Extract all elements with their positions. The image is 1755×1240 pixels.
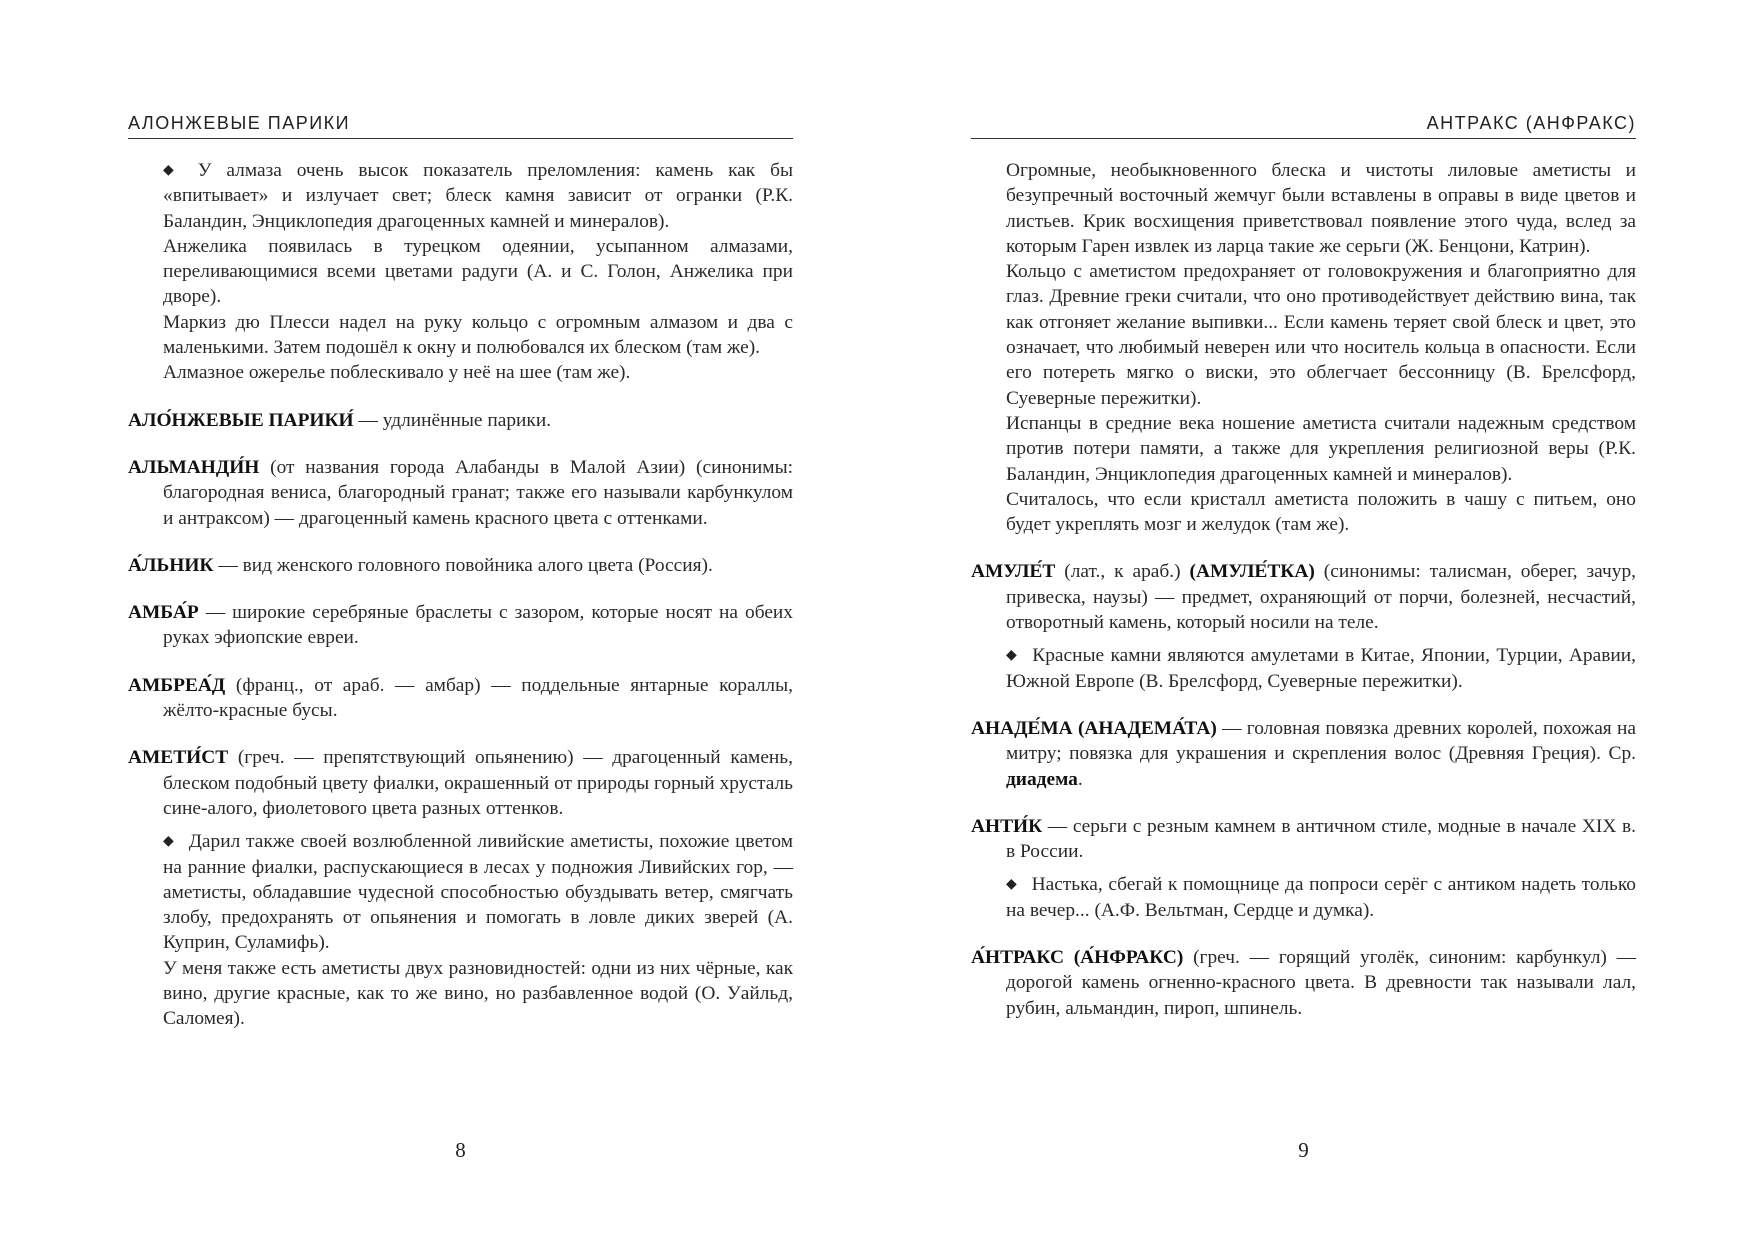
dictionary-entry: АМБА́Р — широкие серебряные браслеты с зазором, которые носят на обеих руках эфиопские евреи. [128, 602, 793, 649]
page-number: 9 [1298, 1138, 1309, 1162]
quote-paragraph: Кольцо с аметистом предохраняет от головокружения и благоприятно для глаз. Древние греки считали, что оно противодействует действию вина, так как отгоняет желание выпивки... Если камень теряет свой блеск и цвет, это означает, что любимый неверен или что носитель кольца в опасности. Если его потереть мягко о виски, это облегчает бессонницу (В. Брелсфорд, Суеверные пережитки). [1006, 261, 1636, 409]
entry-headword: А́ЛЬНИК [128, 554, 214, 576]
entry-headword: АНАДЕ́МА (АНАДЕМА́ТА) [971, 717, 1217, 739]
quote-paragraph: ◆ Настька, сбегай к помощнице да попроси серёг с антиком надеть только на вечер... (А.Ф. Вельтман, Сердце и думка). [1006, 874, 1636, 921]
quote-paragraph: Испанцы в средние века ношение аметиста считали надежным средством против потери памяти, а также для укрепления религиозной веры (Р.К. Баландин, Энциклопедия драгоценных камней и минералов). [1006, 412, 1636, 485]
diamond-bullet-icon: ◆ [1006, 648, 1019, 664]
entry-headword: АНТИ́К [971, 815, 1043, 837]
quote-paragraph: У меня также есть аметисты двух разновидностей: одни из них чёрные, как вино, другие красные, как то же вино, но разбавленное водой (О. Уайльд, Саломея). [163, 957, 793, 1030]
dictionary-entry: А́НТРАКС (А́НФРАКС) (греч. — горящий уголёк, синоним: карбункул) — дорогой камень огненно-красного цвета. В древности так называли лал, рубин, альмандин, пироп, шпинель. [971, 947, 1637, 1019]
page-number: 8 [455, 1138, 466, 1162]
left-page [128, 0, 793, 1240]
entry-headword: А́НТРАКС (А́НФРАКС) [971, 947, 1184, 969]
quote-paragraph: Маркиз дю Плесси надел на руку кольцо с огромным алмазом и два с маленькими. Затем подошёл к окну и полюбовался их блеском (там же). [163, 311, 793, 359]
right-running-head: АНТРАКС (АНФРАКС) [971, 110, 1636, 139]
entry-headword: АМУЛЕ́Т [971, 561, 1056, 583]
quote-paragraph: Считалось, что если кристалл аметиста положить в чашу с питьем, оно будет укреплять мозг и желудок (там же). [1006, 488, 1636, 536]
quote-paragraph: Анжелика появилась в турецком одеянии, усыпанном алмазами, переливающимися всеми цветами радуги (А. и С. Голон, Анжелика при дворе). [163, 235, 793, 308]
diamond-bullet-icon: ◆ [163, 163, 184, 178]
entry-headword: АМБА́Р [128, 602, 199, 624]
dictionary-entry: АМУЛЕ́Т (лат., к араб.) (АМУЛЕ́ТКА) (синонимы: талисман, оберег, зачур, привеска, наузы) — предмет, охраняющий от порчи, болезней, несчастий, отворотный камень, который носили на теле. [971, 561, 1636, 634]
left-running-head: АЛОНЖЕВЫЕ ПАРИКИ [128, 110, 793, 139]
dictionary-entry: АЛЬМАНДИ́Н (от названия города Алабанды в Малой Азии) (синонимы: благородная вениса, благородный гранат; также его называли карбункулом и антраксом) — драгоценный камень красного цвета с оттенками. [128, 456, 793, 529]
quote-paragraph: Огромные, необыкновенного блеска и чистоты лиловые аметисты и безупречный восточный жемчуг были вставлены в оправы в виде цветов и листьев. Крик восхищения приветствовал появление этого чуда, вслед за которым Гарен извлек из ларца такие же серьги (Ж. Бенцони, Катрин). [1006, 160, 1636, 257]
left-page-body [128, 158, 793, 1032]
diamond-bullet-icon: ◆ [163, 834, 175, 850]
entry-headword: АЛЬМАНДИ́Н [128, 456, 260, 478]
entry-headword: АМЕТИ́СТ [128, 747, 229, 769]
dictionary-entry: АНТИ́К — серьги с резным камнем в античном стиле, модные в начале XIX в. в России. [971, 815, 1636, 863]
quote-paragraph: ◆ Дарил также своей возлюбленной ливийские аметисты, похожие цветом на ранние фиалки, распускающиеся в лесах у подножия Ливийских гор, — аметисты, обладавшие чудесной способностью обуздывать ветер, смягчать злобу, предохранять от опьянения и помогать в ловле диких зверей (А. Куприн, Суламифь). [163, 831, 793, 954]
dictionary-entry: АМЕТИ́СТ (греч. — препятствующий опьянению) — драгоценный камень, блеском подобный цвету фиалки, окрашенный от природы горный хрусталь сине-алого, фиолетового цвета разных оттенков. [128, 747, 793, 819]
right-page-body [971, 158, 1636, 1021]
quote-paragraph: ◆ Красные камни являются амулетами в Китае, Японии, Турции, Аравии, Южной Европе (В. Брелсфорд, Суеверные пережитки). [1006, 645, 1636, 692]
right-page [971, 0, 1636, 1240]
entry-headword: АЛО́НЖЕВЫЕ ПАРИКИ́ [128, 409, 354, 431]
entry-headword-variant: (АМУЛЕ́ТКА) [1189, 561, 1315, 583]
dictionary-entry: АНАДЕ́МА (АНАДЕМА́ТА) — головная повязка древних королей, похожая на митру; повязка для украшения и скрепления волос (Древняя Греция). Ср. диадема. [971, 717, 1636, 790]
entry-headword: АМБРЕА́Д [128, 674, 226, 696]
quote-paragraph: Алмазное ожерелье поблескивало у неё на шее (там же). [163, 362, 631, 384]
dictionary-entry: АМБРЕА́Д (франц., от араб. — амбар) — поддельные янтарные кораллы, жёлто-красные бусы. [128, 674, 793, 722]
cross-reference: диадема [1006, 768, 1078, 790]
diamond-bullet-icon: ◆ [1006, 877, 1018, 893]
dictionary-entry: А́ЛЬНИК — вид женского головного повойника алого цвета (Россия). [128, 554, 713, 576]
quote-paragraph: ◆ У алмаза очень высок показатель преломления: камень как бы «впитывает» и излучает свет; блеск камня зависит от огранки (Р.К. Баландин, Энциклопедия драгоценных камней и минералов). [163, 160, 793, 232]
dictionary-entry: АЛО́НЖЕВЫЕ ПАРИКИ́ — удлинённые парики. [128, 409, 552, 431]
